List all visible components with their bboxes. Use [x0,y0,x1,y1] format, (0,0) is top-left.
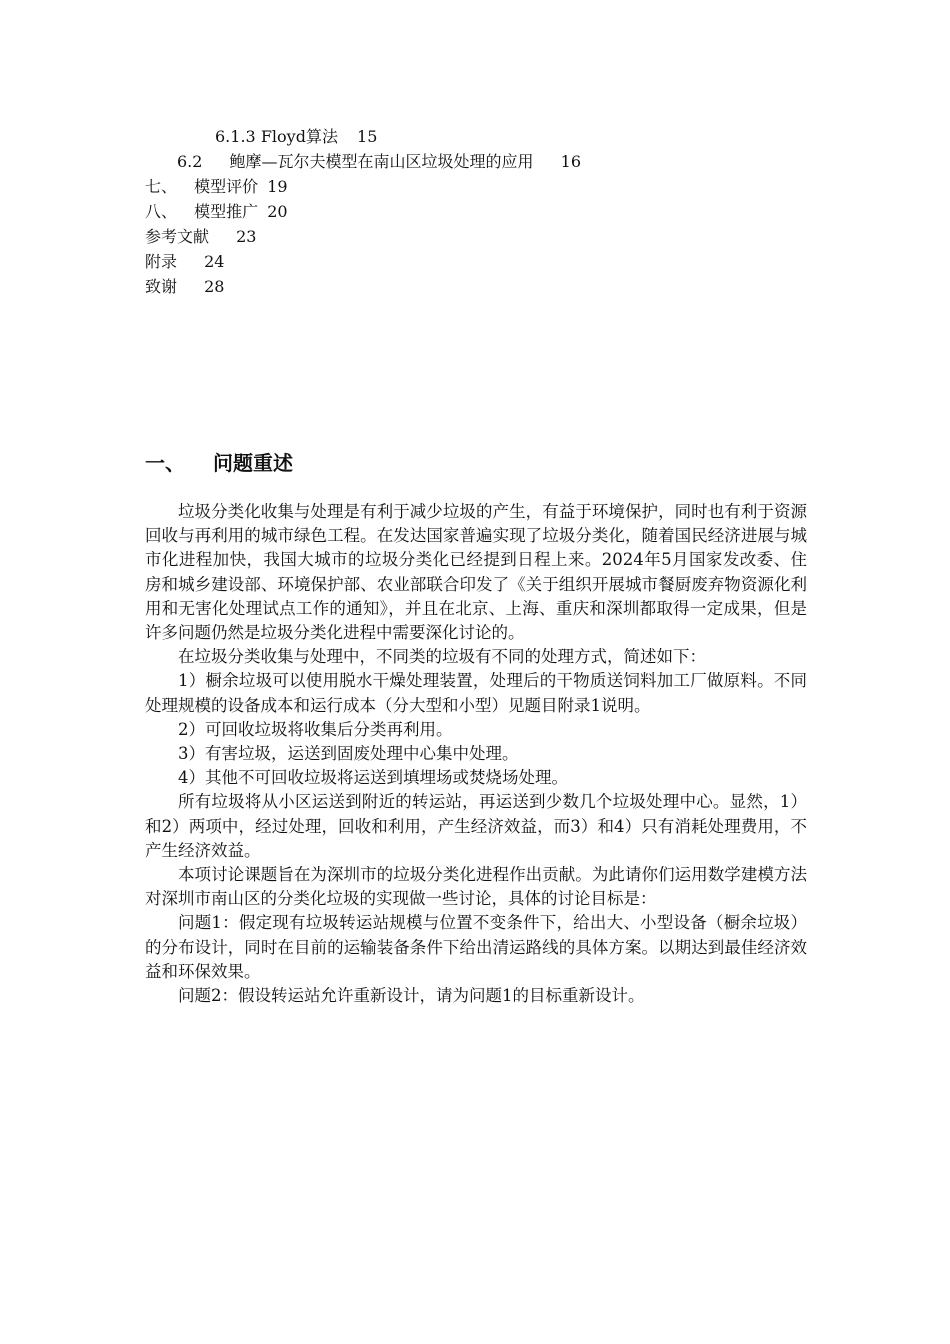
paragraph-question-2: 问题2：假设转运站允许重新设计，请为问题1的目标重新设计。 [178,986,645,1006]
table-of-contents [145,124,805,299]
paragraph-transport: 所有垃圾将从小区运送到附近的转运站，再运送到少数几个垃圾处理中心。显然，1）和2）两项中，经过处理，回收和利用，产生经济效益，而3）和4）只有消耗处理费用，不产生经济效益。 [145,792,807,860]
toc-entry-title: 模型推广 [194,202,259,221]
section-body [145,500,807,1008]
toc-entry-title: 模型评价 [194,177,259,196]
toc-entry-references[interactable] [145,224,805,249]
toc-entry-title: 附录 [145,252,178,271]
toc-entry-number: 6.2 [177,152,203,171]
toc-entry-title: 致谢 [145,277,178,296]
toc-entry-page: 16 [560,152,582,171]
toc-entry-6-1-3[interactable] [145,124,805,149]
toc-entry-acknowledgements[interactable] [145,274,805,299]
toc-entry-page: 24 [204,252,225,271]
toc-entry-number: 八、 [145,202,178,221]
paragraph-item-2: 2）可回收垃圾将收集后分类再利用。 [178,719,453,739]
toc-entry-page: 20 [267,202,288,221]
toc-entry-title: Floyd算法 [260,127,338,146]
toc-entry-8[interactable] [145,199,805,224]
paragraph-methods-intro: 在垃圾分类收集与处理中，不同类的垃圾有不同的处理方式，简述如下： [178,647,706,667]
section-number: 一、 [145,451,185,475]
toc-entry-page: 15 [357,127,378,146]
section-title: 问题重述 [213,451,293,475]
toc-entry-number: 七、 [145,177,178,196]
paragraph-item-4: 4）其他不可回收垃圾将运送到填埋场或焚烧场处理。 [178,768,568,788]
paragraph-goal: 本项讨论课题旨在为深圳市的垃圾分类化进程作出贡献。为此请你们运用数学建模方法对深圳市南山区的分类化垃圾的实现做一些讨论，具体的讨论目标是： [145,865,807,909]
paragraph-item-3: 3）有害垃圾，运送到固废处理中心集中处理。 [178,744,519,764]
toc-entry-title: 鲍摩—瓦尔夫模型在南山区垃圾处理的应用 [229,152,534,171]
section-heading [145,448,293,478]
toc-entry-7[interactable] [145,174,805,199]
toc-entry-6-2[interactable] [145,149,805,174]
toc-entry-number: 6.1.3 [215,127,256,146]
paragraph-intro: 垃圾分类化收集与处理是有利于减少垃圾的产生，有益于环境保护，同时也有利于资源回收与再利用的城市绿色工程。在发达国家普遍实现了垃圾分类化，随着国民经济进展与城市化进程加快，我国大城市的垃圾分类化已经提到日程上来。2024年5月国家发改委、住房和城乡建设部、环境保护部、农业部联合印发了《关于组织开展城市餐厨废弃物资源化利用和无害化处理试点工作的通知》，并且在北京、上海、重庆和深圳都取得一定成果，但是许多问题仍然是垃圾分类化进程中需要深化讨论的。 [145,502,807,643]
toc-entry-title: 参考文献 [145,227,210,246]
paragraph-question-1: 问题1：假定现有垃圾转运站规模与位置不变条件下，给出大、小型设备（橱余垃圾）的分布设计，同时在目前的运输装备条件下给出清运路线的具体方案。以期达到最佳经济效益和环保效果。 [145,913,807,981]
toc-entry-page: 23 [236,227,257,246]
toc-entry-page: 28 [204,277,225,296]
toc-entry-page: 19 [267,177,288,196]
toc-entry-appendix[interactable] [145,249,805,274]
paragraph-item-1: 1）橱余垃圾可以使用脱水干燥处理装置，处理后的干物质送饲料加工厂做原料。不同处理规模的设备成本和运行成本（分大型和小型）见题目附录1说明。 [145,671,807,715]
